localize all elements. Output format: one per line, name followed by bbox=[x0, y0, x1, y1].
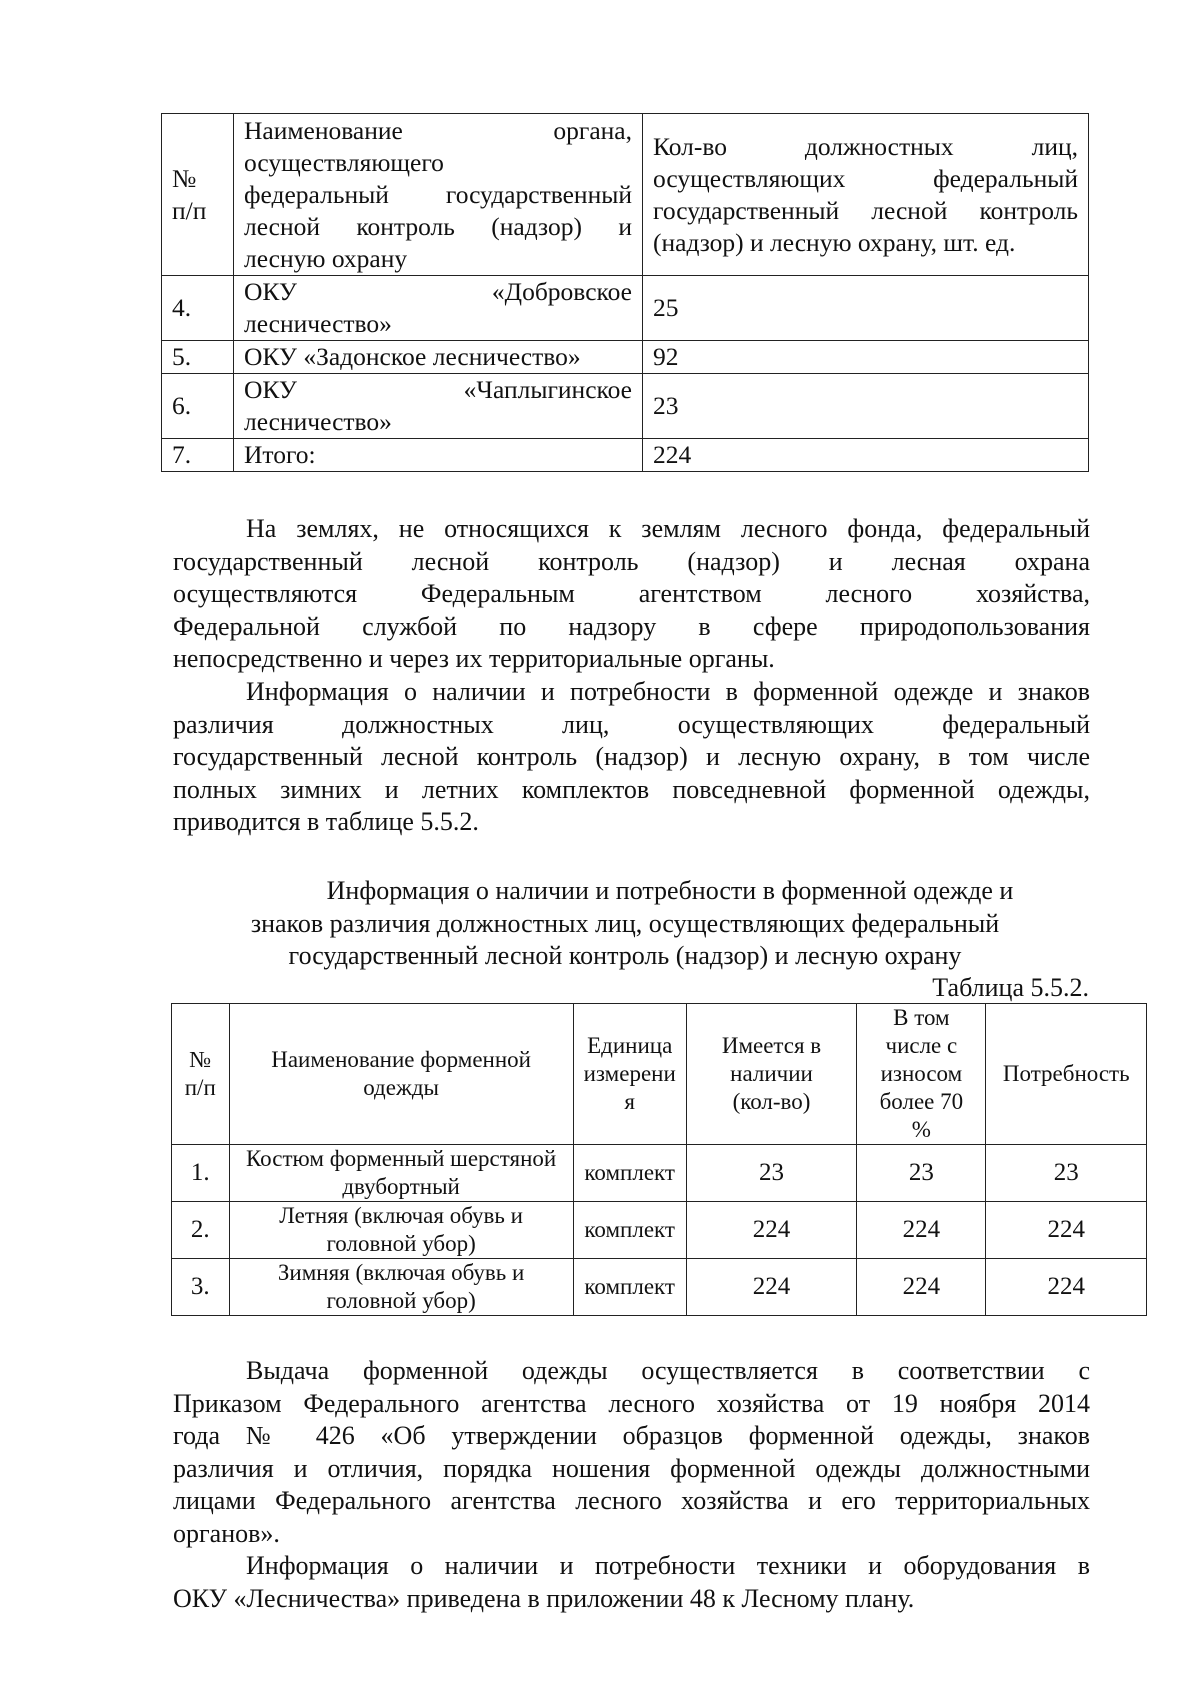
table-number: Таблица 5.5.2. bbox=[932, 973, 1089, 1002]
paragraph-line: ОКУ «Лесничества» приведена в приложении 48 к Лесному плану. bbox=[173, 1583, 915, 1613]
header-name-cell bbox=[229, 1004, 573, 1145]
paragraph-line: полных зимних и летних комплектов повседневной форменной одежды, bbox=[173, 774, 1090, 804]
row-name-line: лесничество» bbox=[244, 407, 392, 436]
table-row-total bbox=[162, 439, 1089, 472]
row-name-line: двубортный bbox=[342, 1174, 460, 1199]
header-line: В том bbox=[893, 1005, 950, 1030]
paragraph-line: Федеральной службой по надзору в сфере природопользования bbox=[173, 611, 1090, 641]
paragraph-line: непосредственно и через их территориальные органы. bbox=[173, 644, 775, 673]
header-num-line: № bbox=[172, 163, 197, 193]
header-line: Наименование форменной bbox=[271, 1047, 531, 1072]
header-count-line: осуществляющих федеральный bbox=[653, 163, 1078, 193]
paragraph-uniform-info bbox=[173, 676, 1090, 839]
table-header-row bbox=[162, 114, 1089, 276]
paragraph-line: Информация о наличии и потребности техники и оборудования в bbox=[246, 1551, 1090, 1580]
paragraph-line: различия и отличия, порядка ношения форменной одежды должностными bbox=[173, 1453, 1090, 1483]
header-name-line: лесную охрану bbox=[244, 243, 408, 273]
table-row bbox=[172, 1202, 1147, 1259]
row-name-line: головной убор) bbox=[326, 1288, 476, 1313]
paragraph-line: государственный лесной контроль (надзор) и лесную охрану, в том числе bbox=[173, 742, 1090, 771]
uniform-table bbox=[171, 1003, 1147, 1316]
row-have: 23 bbox=[686, 1145, 857, 1202]
row-name-line: Костюм форменный шерстяной bbox=[245, 1146, 557, 1171]
row-need: 23 bbox=[986, 1145, 1147, 1202]
row-name bbox=[229, 1259, 573, 1316]
header-line: числе с bbox=[885, 1033, 958, 1058]
row-name-line: Летняя (включая обувь и bbox=[279, 1203, 523, 1228]
row-name bbox=[229, 1145, 573, 1202]
row-name-line: ОКУ «Задонское лесничество» bbox=[244, 342, 581, 371]
header-line: одежды bbox=[363, 1075, 439, 1100]
row-need: 224 bbox=[986, 1202, 1147, 1259]
row-count: 92 bbox=[643, 341, 1089, 374]
header-line: Потребность bbox=[1002, 1061, 1130, 1086]
row-unit: комплект bbox=[573, 1259, 686, 1316]
row-name-line: Итого: bbox=[244, 440, 316, 469]
header-line: Единица bbox=[587, 1033, 673, 1058]
table-row bbox=[162, 374, 1089, 439]
paragraph-line: различия должностных лиц, осуществляющих федеральный bbox=[173, 709, 1090, 739]
header-worn-cell bbox=[857, 1004, 986, 1145]
row-count: 224 bbox=[643, 439, 1089, 472]
row-have: 224 bbox=[686, 1259, 857, 1316]
header-unit-cell bbox=[573, 1004, 686, 1145]
header-need-cell bbox=[986, 1004, 1147, 1145]
row-worn: 224 bbox=[857, 1202, 986, 1259]
row-num: 7. bbox=[162, 439, 234, 472]
header-count-line: (надзор) и лесную охрану, шт. ед. bbox=[653, 227, 1016, 257]
header-line: наличии bbox=[730, 1061, 813, 1086]
header-line: % bbox=[911, 1117, 931, 1142]
header-line: более 70 bbox=[879, 1089, 964, 1114]
header-have-cell bbox=[686, 1004, 857, 1145]
row-name-line: головной убор) bbox=[326, 1231, 476, 1256]
row-name-line: лесничество» bbox=[244, 309, 392, 338]
row-num: 5. bbox=[162, 341, 234, 374]
header-num-line: п/п bbox=[172, 195, 207, 225]
header-num-cell bbox=[172, 1004, 230, 1145]
paragraph-line: лицами Федерального агентства лесного хозяйства и его территориальных bbox=[173, 1486, 1090, 1515]
header-line: износом bbox=[880, 1061, 963, 1086]
row-unit: комплект bbox=[573, 1202, 686, 1259]
row-have: 224 bbox=[686, 1202, 857, 1259]
table-row bbox=[162, 276, 1089, 341]
row-name bbox=[234, 341, 643, 374]
row-name bbox=[229, 1202, 573, 1259]
paragraph-federal-control bbox=[173, 513, 1090, 676]
header-num-cell bbox=[162, 114, 234, 276]
officials-count-table bbox=[161, 113, 1089, 472]
row-num: 6. bbox=[162, 374, 234, 439]
header-name-line: осуществляющего bbox=[244, 147, 444, 177]
header-name-cell bbox=[234, 114, 643, 276]
header-line: измерени bbox=[583, 1061, 676, 1086]
row-name-line: Зимняя (включая обувь и bbox=[277, 1260, 525, 1285]
paragraph-uniform-issue bbox=[173, 1355, 1090, 1550]
row-name-line: ОКУ «Чаплыгинское bbox=[244, 375, 632, 404]
header-count-cell bbox=[643, 114, 1089, 276]
row-num: 2. bbox=[172, 1202, 230, 1259]
header-line: я bbox=[624, 1089, 635, 1114]
table-row bbox=[172, 1145, 1147, 1202]
row-name bbox=[234, 374, 643, 439]
paragraph-line: Информация о наличии и потребности в форменной одежде и знаков bbox=[246, 677, 1090, 706]
row-need: 224 bbox=[986, 1259, 1147, 1316]
row-unit: комплект bbox=[573, 1145, 686, 1202]
row-num: 1. bbox=[172, 1145, 230, 1202]
paragraph-line: На землях, не относящихся к землям лесного фонда, федеральный bbox=[246, 514, 1090, 543]
header-name-line: Наименование органа, bbox=[244, 115, 632, 145]
row-name bbox=[234, 276, 643, 341]
header-count-line: государственный лесной контроль bbox=[653, 195, 1078, 225]
caption-line: государственный лесной контроль (надзор) и лесную охрану bbox=[288, 941, 962, 970]
header-line: (кол-во) bbox=[732, 1089, 811, 1114]
table-row bbox=[172, 1259, 1147, 1316]
header-line: № bbox=[189, 1047, 212, 1072]
caption-line: знаков различия должностных лиц, осуществляющих федеральный bbox=[250, 908, 1000, 938]
table-row bbox=[162, 341, 1089, 374]
header-count-line: Кол-во должностных лиц, bbox=[653, 131, 1078, 161]
paragraph-line: Приказом Федерального агентства лесного хозяйства от 19 ноября 2014 bbox=[173, 1388, 1090, 1418]
paragraph-equipment-info bbox=[173, 1550, 1090, 1615]
header-line: Имеется в bbox=[721, 1033, 822, 1058]
row-name bbox=[234, 439, 643, 472]
paragraph-line: Выдача форменной одежды осуществляется в соответствии с bbox=[246, 1356, 1090, 1385]
row-num: 3. bbox=[172, 1259, 230, 1316]
row-worn: 224 bbox=[857, 1259, 986, 1316]
row-num: 4. bbox=[162, 276, 234, 341]
paragraph-line: года № 426 «Об утверждении образцов форменной одежды, знаков bbox=[173, 1421, 1090, 1450]
caption-line: Информация о наличии и потребности в форменной одежде и bbox=[326, 876, 1014, 905]
row-worn: 23 bbox=[857, 1145, 986, 1202]
paragraph-line: государственный лесной контроль (надзор) и лесная охрана bbox=[173, 546, 1090, 576]
table-header-row bbox=[172, 1004, 1147, 1145]
paragraph-line: органов». bbox=[173, 1518, 280, 1548]
row-count: 25 bbox=[643, 276, 1089, 341]
header-line: п/п bbox=[184, 1075, 216, 1100]
header-name-line: федеральный государственный bbox=[244, 179, 632, 209]
row-count: 23 bbox=[643, 374, 1089, 439]
row-name-line: ОКУ «Добровское bbox=[244, 277, 632, 306]
header-name-line: лесной контроль (надзор) и bbox=[244, 211, 632, 241]
paragraph-line: осуществляются Федеральным агентством лесного хозяйства, bbox=[173, 579, 1090, 608]
table-caption bbox=[161, 875, 1089, 973]
paragraph-line: приводится в таблице 5.5.2. bbox=[173, 807, 479, 836]
